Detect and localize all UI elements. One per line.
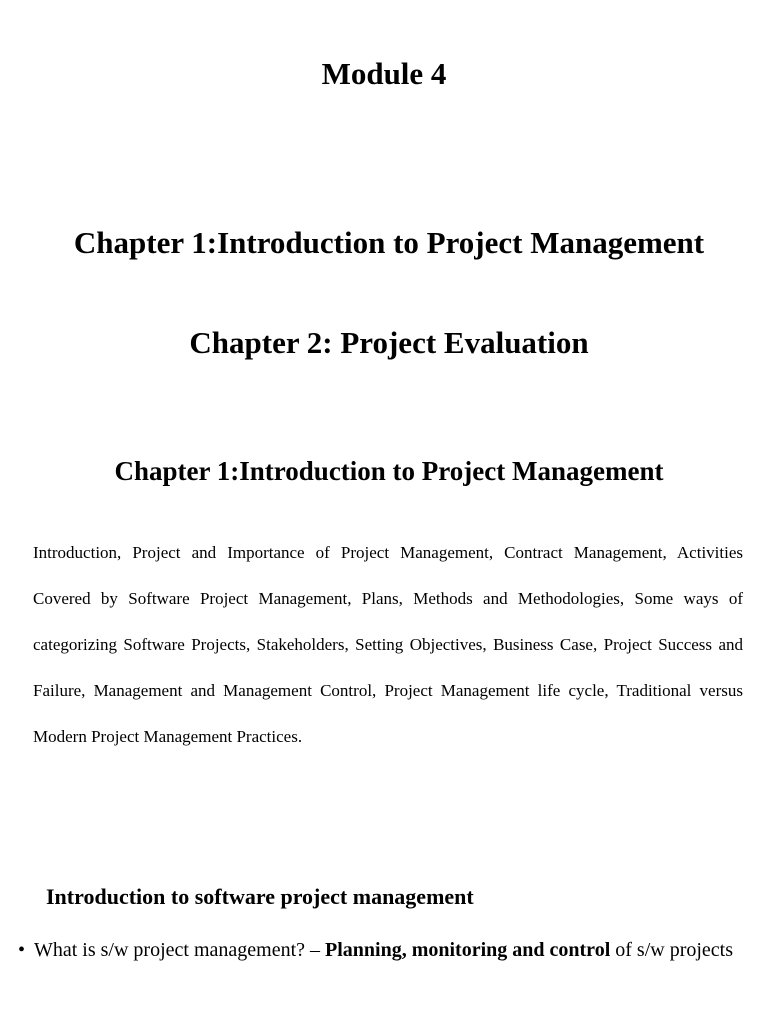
subsection-heading: Introduction to software project management [46,884,474,909]
chapter-2-title: Chapter 2: Project Evaluation [189,325,589,360]
bullet-list [0,930,768,971]
bullet-marker: • [18,939,26,961]
bullet-text-suffix: of s/w projects [610,939,734,961]
bullet-text-prefix: What is s/w project management? – [34,939,326,961]
bullet-text-bold: Planning, monitoring and control [325,939,611,961]
section-heading: Chapter 1:Introduction to Project Management [114,456,664,486]
chapter-1-topics-paragraph: Introduction, Project and Importance of Project Management, Contract Management, Activities Covered by Software Project Management, Plans, Methods and Methodologies, Some ways of categorizing Software Projects, Stakeholders, Setting Objectives, Business Case, Project Success and Failure, Management and Management Control, Project Management life cycle, Traditional versus Modern Project Management Practices. [33,543,743,746]
chapter-1-title: Chapter 1:Introduction to Project Management [73,225,705,260]
bullet-item [0,930,768,971]
module-title: Module 4 [321,56,447,91]
